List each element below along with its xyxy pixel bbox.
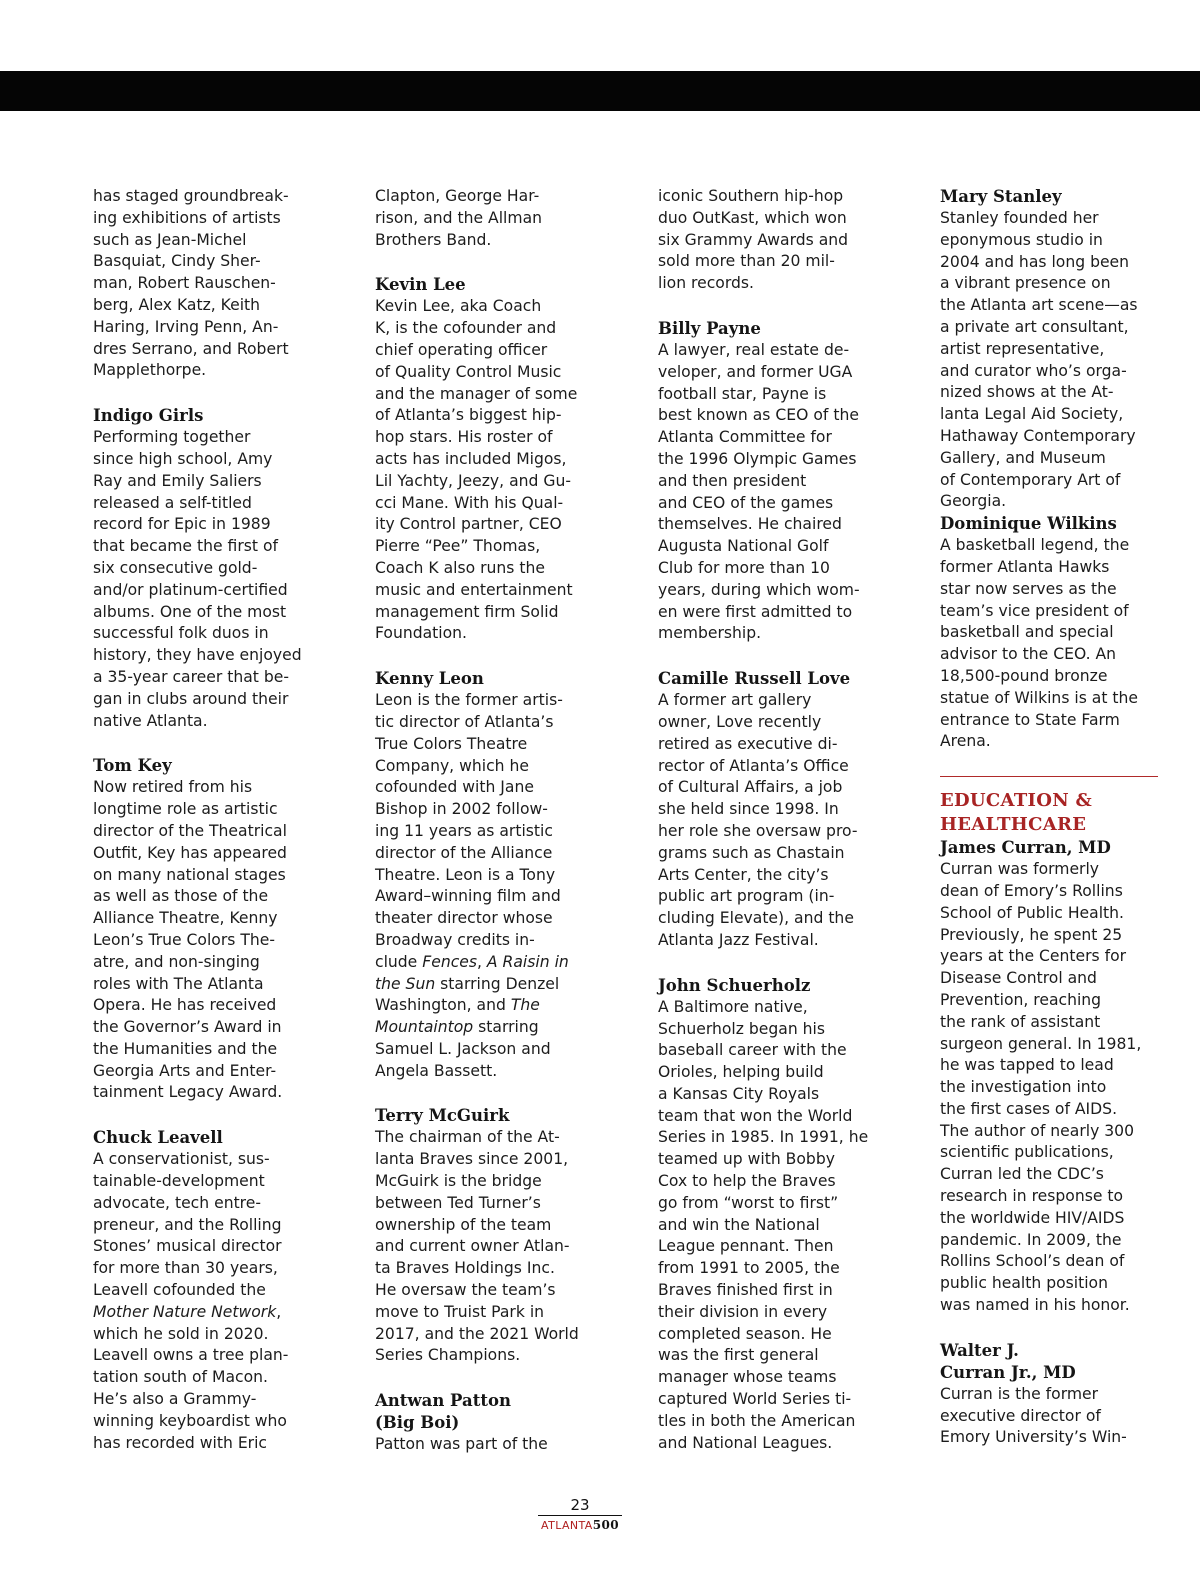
profile-body: A basketball legend, the former Atlanta Hawks star now serves as the team’s vice president of basketball and special advisor to the CEO. An 18,500-pound bronze statue of Wilkins is at the entrance to State Farm Arena. [940, 536, 1139, 751]
profile-name: Tom Key [93, 756, 172, 776]
profile-terry-mcguirk [375, 1105, 601, 1367]
profile-chuck-leavell [93, 1127, 319, 1454]
italic-title: Mother Nature Network [93, 1302, 277, 1321]
profile-john-schuerholz [658, 975, 884, 1455]
profile-body: Now retired from his longtime role as artistic director of the Theatrical Outfit, Key has appeared on many national stages as well as those of the Alliance Theatre, Kenny Leon’s True Colors The- atre, and non-singing roles with The Atlanta Opera. He has received the Governor’s Award in the Humanities and the Georgia Arts and Enter- tainment Legacy Award. [93, 778, 287, 1102]
profile-name: Camille Russell Love [658, 669, 851, 689]
profile-name: Antwan Patton (Big Boi) [375, 1391, 511, 1433]
column-4 [940, 186, 1158, 1449]
profile-antwan-patton [375, 1390, 601, 1456]
footer-divider [538, 1515, 622, 1516]
profile-name: Indigo Girls [93, 406, 204, 426]
profile-dominique-wilkins [940, 513, 1158, 753]
profile-name: Dominique Wilkins [940, 514, 1117, 534]
profile-billy-payne [658, 318, 884, 645]
column-3 [658, 186, 884, 1454]
column-2 [375, 186, 601, 1456]
body-text: , which he sold in 2020. Leavell owns a tree plan- tation south of Macon. He’s also a Grammy- winning keyboardist who has recorded with Eric [93, 1302, 289, 1452]
profile-name: James Curran, MD [940, 838, 1111, 858]
body-text: starring Samuel L. Jackson and Angela Bassett. [375, 1018, 551, 1080]
profile-name: Terry McGuirk [375, 1106, 510, 1126]
profile-body: Stanley founded her eponymous studio in 2004 and has long been a vibrant presence on the Atlanta art scene—as a private art consultant, artist representative, and curator who’s orga- nized shows at the At- lanta Legal Aid Society, Hathaway Contemporary Gallery, and Museum of Contemporary Art of Georgia. [940, 209, 1138, 511]
profile-body: A former art gallery owner, Love recently retired as executive di- rector of Atlanta’s Office of Cultural Affairs, a job she held since 1998. In her role she oversaw pro- grams such as Chastain Arts Center, the city’s public art program (in- cluding Elevate), and the Atlanta Jazz Festival. [658, 691, 858, 949]
profile-name: Billy Payne [658, 318, 761, 338]
column-1 [93, 186, 319, 1454]
profile-walter-curran [940, 1340, 1158, 1449]
body-text: A conservationist, sus- tainable-development advocate, tech entre- preneur, and the Rolling Stones’ musical director for more than 30 years, Leavell cofounded the [93, 1150, 282, 1300]
profile-kenny-leon [375, 668, 601, 1082]
profile-tom-key [93, 755, 319, 1104]
profile-body: The chairman of the At- lanta Braves since 2001, McGuirk is the bridge between Ted Turner’s ownership of the team and current owner Atlan- ta Braves Holdings Inc. He oversaw the team’s move to Truist Park in 2017, and the 2021 World Series Champions. [375, 1128, 579, 1365]
profile-body [375, 690, 601, 1082]
logo-text-500: 500 [592, 1518, 619, 1532]
profile-body: Curran is the former executive director of Emory University’s Win- [940, 1384, 1127, 1447]
profile-mary-stanley [940, 186, 1158, 513]
body-text: Leon is the former artis- tic director of Atlanta’s True Colors Theatre Company, which he cofounded with Jane Bishop in 2002 follow- ing 11 years as artistic director of the Alliance Theatre. Leon is a Tony Award–winning film and theater director whose Broadway credits in- clude [375, 691, 563, 971]
section-divider [940, 776, 1158, 777]
continued-entry [93, 186, 319, 382]
profile-body: A lawyer, real estate de- veloper, and former UGA football star, Payne is best known as CEO of the Atlanta Committee for the 1996 Olympic Games and then president and CEO of the games themselves. He chaired Augusta National Golf Club for more than 10 years, during which wom- en were first admitted to membership. [658, 340, 860, 643]
page-number: 23 [570, 1496, 590, 1514]
profile-name: Kenny Leon [375, 669, 484, 689]
profile-name: John Schuerholz [658, 975, 811, 995]
body-text: , [477, 952, 487, 971]
profile-name: Chuck Leavell [93, 1128, 223, 1148]
continued-entry [658, 186, 884, 295]
profile-body: Curran was formerly dean of Emory’s Rollins School of Public Health. Previously, he spent 25 years at the Centers for Disease Control and Prevention, reaching the rank of assistant surgeon general. In 1981, he was tapped to lead the investigation into the first cases of AIDS. The author of nearly 300 scientific publications, Curran led the CDC’s research in response to the worldwide HIV/AIDS pandemic. In 2009, the Rollins School’s dean of public health position was named in his honor. [940, 860, 1142, 1315]
profile-name: Kevin Lee [375, 275, 466, 295]
section-title: EDUCATION & HEALTHCARE [940, 790, 1093, 836]
profile-body [93, 1149, 319, 1454]
profile-body: Patton was part of the [375, 1435, 548, 1454]
page-footer [520, 1496, 640, 1533]
profile-name: Walter J. Curran Jr., MD [940, 1340, 1076, 1382]
profile-body: Kevin Lee, aka Coach K, is the cofounder and chief operating officer of Quality Control Music and the manager of some of Atlanta’s biggest hip- hop stars. His roster of acts has included Migos, Lil Yachty, Jeezy, and Gu- cci Mane. With his Qual- ity Control partner, CEO Pierre “Pee” Thomas, Coach K also runs the music and entertainment management firm Solid Foundation. [375, 297, 578, 643]
entry-body: iconic Southern hip-hop duo OutKast, which won six Grammy Awards and sold more than 20 mil- lion records. [658, 187, 849, 293]
profile-name: Mary Stanley [940, 187, 1062, 206]
continued-entry [375, 186, 601, 251]
profile-body: Performing together since high school, Amy Ray and Emily Saliers released a self-titled record for Epic in 1989 that became the first of six consecutive gold- and/or platinum-certified albums. One of the most successful folk duos in history, they have enjoyed a 35-year career that be- gan in clubs around their native Atlanta. [93, 428, 302, 730]
entry-body: Clapton, George Har- rison, and the Allman Brothers Band. [375, 187, 543, 249]
body-text: starring Denzel Washington, and [375, 974, 560, 1015]
publication-logo [520, 1518, 640, 1533]
profile-indigo-girls [93, 405, 319, 732]
profile-kevin-lee [375, 274, 601, 645]
italic-title: Fences [422, 952, 477, 971]
profile-camille-russell-love [658, 668, 884, 952]
top-banner-bar [0, 71, 1200, 111]
profile-james-curran [940, 837, 1158, 1317]
italic-title: A Raisin in the Sun [375, 952, 569, 993]
entry-body: has staged groundbreak- ing exhibitions of artists such as Jean-Michel Basquiat, Cindy Sher- man, Robert Rauschen- berg, Alex Katz, Keith Haring, Irving Penn, An- dres Serrano, and Robert Mapplethorpe. [93, 187, 289, 380]
logo-text-atlanta: ATLANTA [541, 1519, 593, 1532]
italic-title: The Mountaintop [375, 996, 540, 1037]
profile-body: A Baltimore native, Schuerholz began his baseball career with the Orioles, helping build a Kansas City Royals team that won the World Series in 1985. In 1991, he teamed up with Bobby Cox to help the Braves go from “worst to first” and win the National League pennant. Then from 1991 to 2005, the Braves finished first in their division in every completed season. He was the first general manager whose teams captured World Series ti- tles in both the American and National Leagues. [658, 997, 869, 1452]
